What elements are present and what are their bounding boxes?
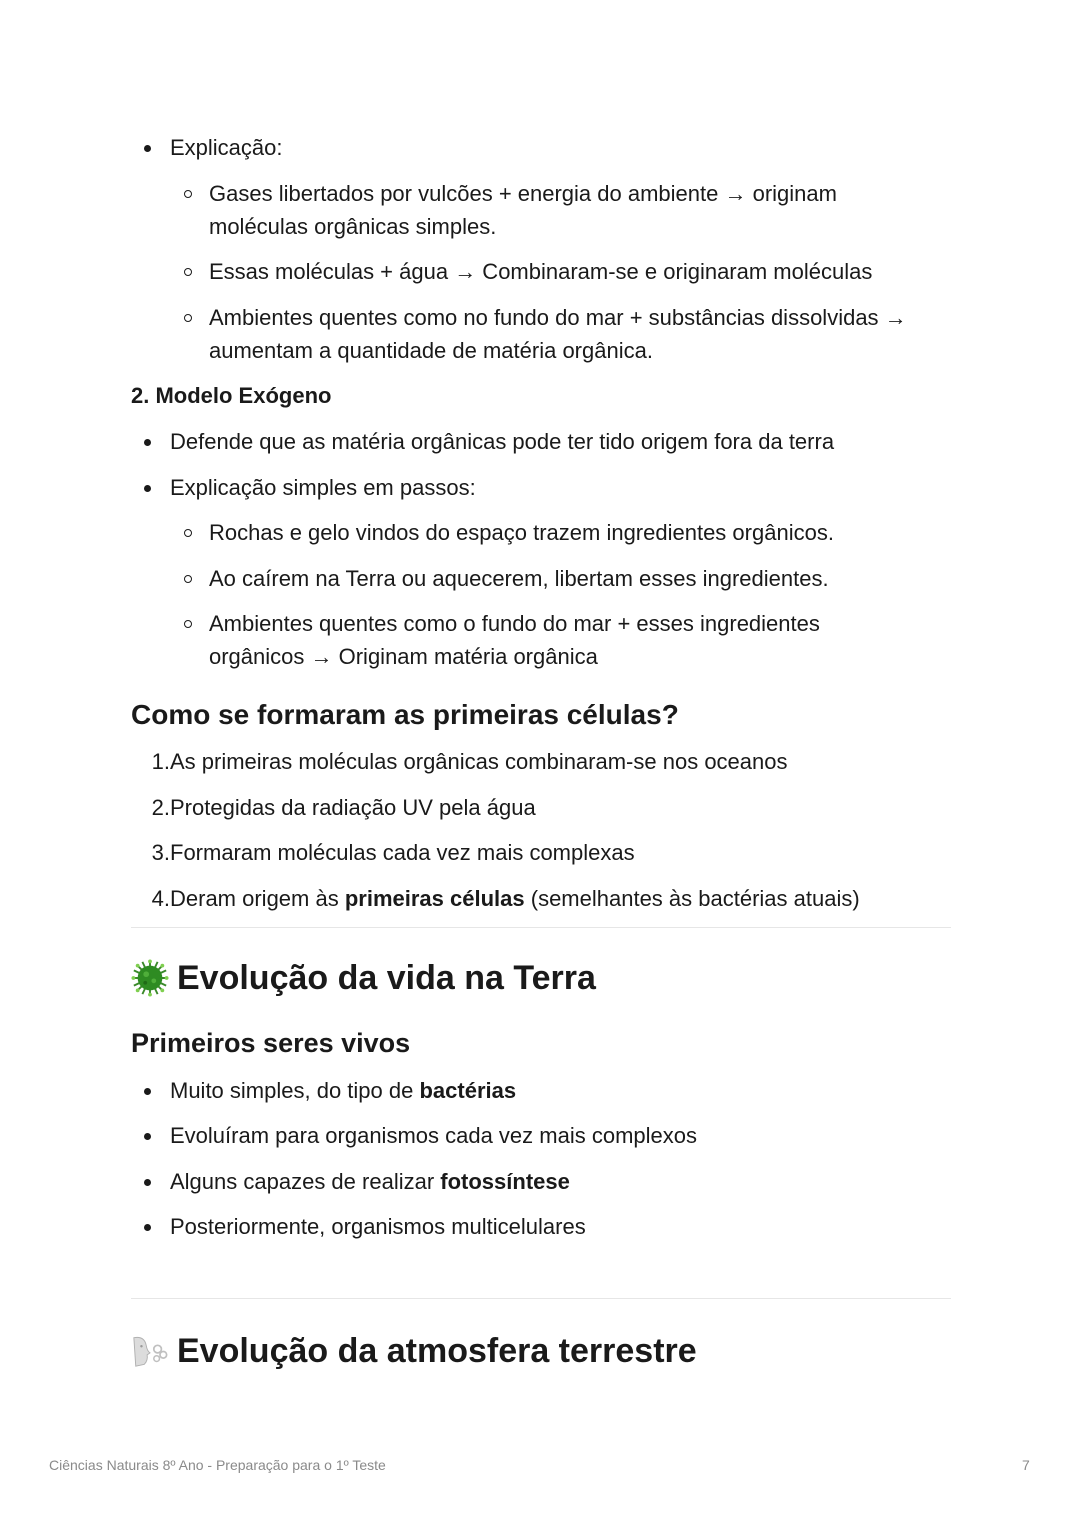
bullet-icon — [144, 145, 151, 152]
list-item-text: Defende que as matéria orgânicas pode ter tido origem fora da terra — [170, 429, 835, 454]
wind-face-icon — [131, 1332, 169, 1370]
numbered-item — [131, 836, 635, 869]
list-item-text: Posteriormente, organismos multicelulares — [170, 1214, 586, 1239]
section-title: Evolução da vida na Terra — [177, 959, 596, 997]
list-item — [131, 1119, 697, 1152]
section-heading-exogeno: 2. Modelo Exógeno — [131, 383, 332, 408]
numbered-item — [131, 791, 536, 824]
bullet-icon — [144, 1224, 151, 1231]
list-item-text: Deram origem às primeiras células (semelhantes às bactérias atuais) — [170, 886, 860, 911]
sub-item-text: aumentam a quantidade de matéria orgânica. — [209, 338, 653, 363]
list-item — [131, 1210, 586, 1243]
list-item — [131, 131, 283, 164]
divider — [131, 927, 951, 928]
list-item — [131, 1074, 516, 1107]
list-item — [131, 471, 476, 504]
circle-bullet-icon — [184, 529, 192, 537]
item-number: 3. — [151, 840, 170, 865]
list-item-text: Explicação simples em passos: — [170, 475, 476, 500]
list-item-text: Evoluíram para organismos cada vez mais complexos — [170, 1123, 698, 1148]
list-item-text: Protegidas da radiação UV pela água — [170, 795, 536, 820]
circle-bullet-icon — [184, 620, 192, 628]
explanation-label: Explicação: — [170, 135, 283, 160]
bullet-icon — [144, 485, 151, 492]
list-item-text: Formaram moléculas cada vez mais complexas — [170, 840, 635, 865]
list-item-text: Muito simples, do tipo de bactérias — [170, 1078, 517, 1103]
circle-bullet-icon — [184, 314, 192, 322]
section-heading-cells: Como se formaram as primeiras células? — [131, 699, 679, 730]
numbered-item — [131, 882, 860, 915]
list-item-text: As primeiras moléculas orgânicas combinaram-se nos oceanos — [170, 749, 788, 774]
bullet-icon — [144, 1179, 151, 1186]
footer-page-number: 7 — [1022, 1457, 1030, 1473]
divider — [131, 1298, 951, 1299]
sub-list-item — [131, 562, 949, 595]
sub-list-item — [131, 516, 949, 549]
item-number: 4. — [151, 886, 170, 911]
bullet-icon — [144, 1133, 151, 1140]
item-number: 1. — [151, 749, 170, 774]
sub-item-text: Essas moléculas + água → Combinaram-se e originaram moléculas — [209, 259, 873, 284]
sub-item-text: Ambientes quentes como no fundo do mar + substâncias dissolvidas → — [209, 305, 907, 330]
sub-list-item — [131, 301, 949, 367]
circle-bullet-icon — [184, 575, 192, 583]
sub-item-text: Rochas e gelo vindos do espaço trazem ingredientes orgânicos. — [209, 520, 834, 545]
list-item — [131, 425, 834, 458]
sub-list-item — [131, 607, 949, 673]
microbe-icon — [131, 959, 169, 997]
sub-item-text: Ao caírem na Terra ou aquecerem, libertam esses ingredientes. — [209, 566, 829, 591]
section-heading-atmosphere — [131, 1329, 697, 1373]
section-heading-life — [131, 956, 596, 1000]
sub-list-item — [131, 255, 949, 288]
section-title: Evolução da atmosfera terrestre — [177, 1332, 697, 1370]
circle-bullet-icon — [184, 268, 192, 276]
list-item — [131, 1165, 570, 1198]
sub-item-text: Gases libertados por vulcões + energia do ambiente → originam — [209, 181, 837, 206]
sub-list-item — [131, 177, 949, 243]
sub-item-text: Ambientes quentes como o fundo do mar + esses ingredientes — [209, 611, 820, 636]
bullet-icon — [144, 439, 151, 446]
subsection-heading: Primeiros seres vivos — [131, 1028, 411, 1058]
sub-item-text: moléculas orgânicas simples. — [209, 214, 497, 239]
numbered-item — [131, 745, 788, 778]
bullet-icon — [144, 1088, 151, 1095]
sub-item-text: orgânicos → Originam matéria orgânica — [209, 644, 598, 669]
list-item-text: Alguns capazes de realizar fotossíntese — [170, 1169, 570, 1194]
footer-document-title: Ciências Naturais 8º Ano - Preparação para o 1º Teste — [49, 1457, 386, 1473]
item-number: 2. — [151, 795, 170, 820]
circle-bullet-icon — [184, 190, 192, 198]
